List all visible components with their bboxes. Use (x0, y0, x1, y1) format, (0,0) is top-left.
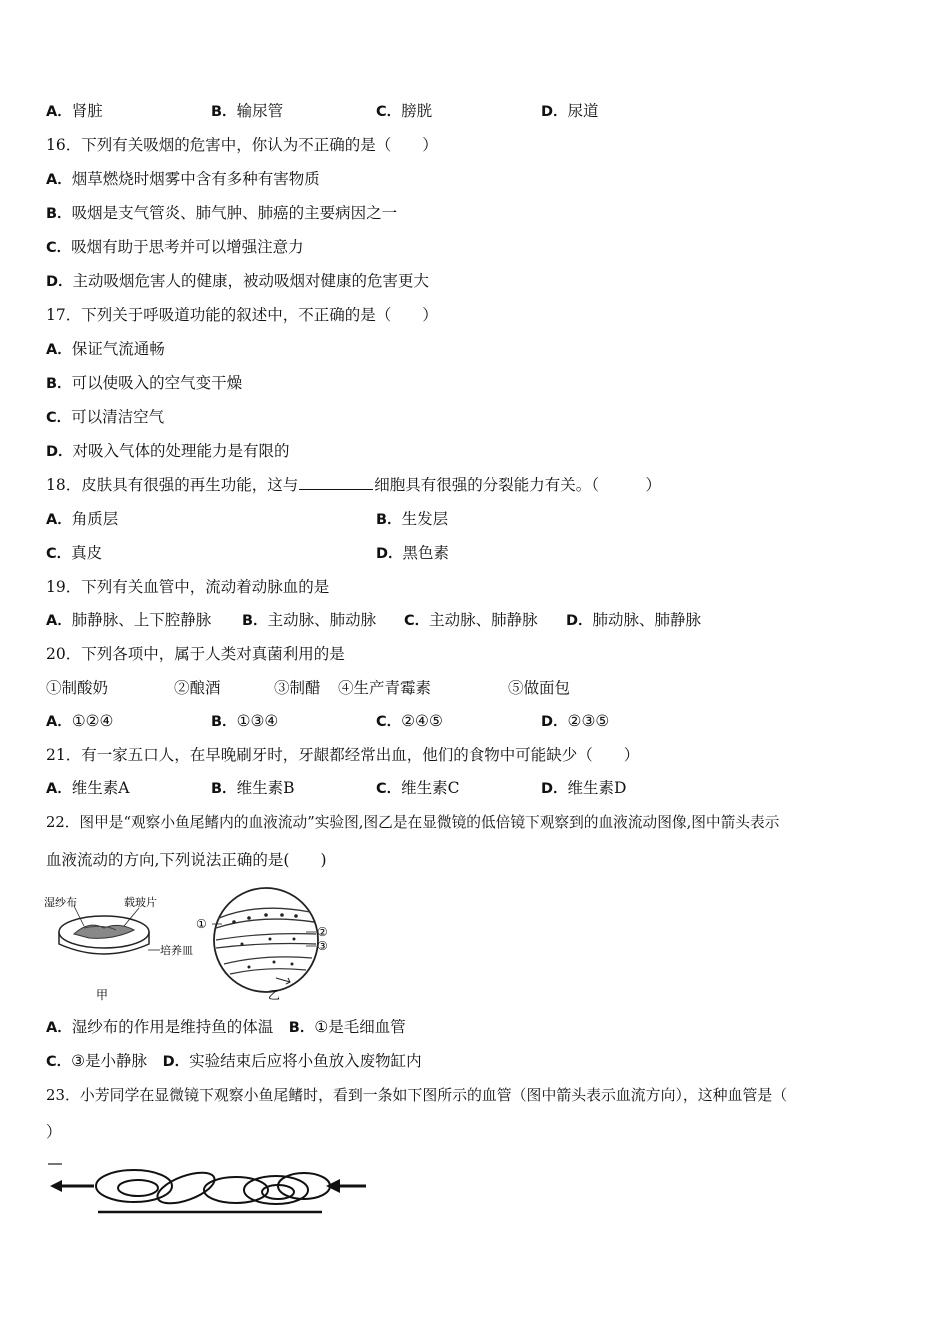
q20-option-b-text: ①③④ (236, 712, 279, 730)
label-wet-cloth: 湿纱布 (44, 896, 77, 909)
q15-option-c-text: 膀胱 (401, 102, 433, 120)
vessel-2-upper (216, 934, 316, 940)
caption-jia: 甲 (96, 988, 109, 1002)
q15-option-b-text: 输尿管 (236, 102, 284, 120)
rbc-2 (154, 1166, 219, 1209)
q22-figure (44, 884, 344, 1006)
slide-leader-line (124, 908, 139, 926)
q22-option-d-label: D． (162, 1054, 190, 1070)
q17-option-d (46, 441, 290, 462)
microscope-field-diagram (196, 888, 328, 1002)
q17-option-a-label: A． (46, 342, 72, 358)
caption-yi: 乙 (268, 988, 281, 1002)
q19-option-d-text: 肺动脉、肺静脉 (592, 611, 702, 629)
q18-answer-blank (299, 475, 373, 490)
q16-option-c (46, 237, 304, 258)
q16-option-b (46, 203, 397, 224)
q16-option-a (46, 169, 320, 190)
q20-option-c-text: ②④⑤ (401, 712, 443, 730)
marker-1: ① (196, 917, 207, 931)
q19-option-a-label: A． (46, 613, 72, 629)
marker-3: ③ (317, 939, 328, 953)
q16-option-d-label: D． (46, 274, 73, 290)
q21-option-c-label: C． (376, 781, 402, 797)
q21-stem: 21．有一家五口人，在早晚刷牙时，牙龈都经常出血，他们的食物中可能缺少（ ） (46, 746, 640, 764)
rbc-1 (96, 1170, 172, 1202)
q17-option-b-text: 可以使吸入的空气变干燥 (71, 374, 243, 392)
q15-option-d-text: 尿道 (567, 102, 599, 120)
q17-option-d-label: D． (46, 444, 73, 460)
q18-option-d-text: 黑色素 (402, 544, 450, 562)
q20-item-4: ④生产青霉素 (338, 679, 432, 697)
q16-option-b-text: 吸烟是支气管炎、肺气肿、肺癌的主要病因之一 (71, 204, 398, 222)
rbc-3 (204, 1177, 268, 1203)
q15-option-a-label: A． (46, 104, 72, 120)
q16-option-d (46, 271, 429, 292)
q19-option-a-text: 肺静脉、上下腔静脉 (71, 611, 212, 629)
rbc-1-center (118, 1180, 158, 1196)
vessel-3-upper (224, 957, 312, 964)
q19-option-c-text: 主动脉、肺静脉 (429, 611, 538, 629)
q18-stem-before: 18．皮肤具有很强的再生功能，这与 (46, 476, 299, 494)
q20-item-2: ②酿酒 (174, 679, 221, 697)
q21-option-a-text: 维生素A (71, 779, 130, 797)
marker-2: ② (317, 925, 328, 939)
q16-option-a-text: 烟草燃烧时烟雾中含有多种有害物质 (71, 170, 320, 188)
q21-option-b-text: 维生素B (236, 779, 295, 797)
q21-option-b-label: B． (211, 781, 237, 797)
q17-option-b-label: B． (46, 376, 72, 392)
q17-option-a-text: 保证气流通畅 (71, 340, 165, 358)
petri-dish-diagram (44, 895, 193, 1002)
q23-figure (46, 1158, 376, 1222)
q17-option-b (46, 373, 242, 394)
q20-stem: 20．下列各项中，属于人类对真菌利用的是 (46, 645, 345, 663)
q15-option-c-label: C． (376, 104, 402, 120)
q16-stem: 16．下列有关吸烟的危害中，你认为不正确的是（ ） (46, 136, 438, 154)
q18-option-a-text: 角质层 (71, 510, 119, 528)
q17-option-c-text: 可以清洁空气 (71, 408, 165, 426)
q23-stem-line1: 23．小芳同学在显微镜下观察小鱼尾鳍时，看到一条如下图所示的血管（图中箭头表示血流方向），这种血管是（ (46, 1086, 788, 1104)
q18-option-b-text: 生发层 (401, 510, 449, 528)
q22-option-b-label: B． (288, 1020, 315, 1036)
q17-stem: 17．下列关于呼吸道功能的叙述中，不正确的是（ ） (46, 306, 438, 324)
q19-option-b-text: 主动脉、肺动脉 (267, 611, 377, 629)
q20-option-c-label: C． (376, 714, 402, 730)
q17-option-a (46, 339, 165, 360)
vessel-2-lower (216, 944, 316, 949)
q15-option-b-label: B． (211, 104, 237, 120)
q18-option-a-label: A． (46, 512, 72, 528)
q20-option-d-text: ②③⑤ (567, 712, 610, 730)
q22-option-c-text: ③是小静脉 (71, 1052, 148, 1070)
q15-option-d-label: D． (541, 104, 568, 120)
q20-option-a-label: A． (46, 714, 72, 730)
q16-option-d-text: 主动吸烟危害人的健康，被动吸烟对健康的危害更大 (72, 272, 430, 290)
q17-option-c (46, 407, 164, 428)
left-arrow-icon (50, 1180, 94, 1192)
q18-stem (46, 475, 661, 495)
q20-item-1: ①制酸奶 (46, 679, 109, 697)
q21-option-a-label: A． (46, 781, 72, 797)
q18-option-b-label: B． (376, 512, 402, 528)
flow-arrow-icon (276, 978, 290, 984)
q16-option-c-label: C． (46, 240, 72, 256)
field-circle (214, 888, 318, 992)
q22-stem-line2: 血液流动的方向,下列说法正确的是( ) (46, 851, 327, 869)
cloth-leader-line (74, 906, 84, 926)
q17-option-d-text: 对吸入气体的处理能力是有限的 (72, 442, 290, 460)
q22-options-row2 (46, 1051, 422, 1072)
q18-stem-after: 细胞具有很强的分裂能力有关。（ ） (374, 476, 661, 494)
q21-option-d-text: 维生素D (567, 779, 627, 797)
q17-option-c-label: C． (46, 410, 72, 426)
label-petri-dish: 培养皿 (160, 944, 193, 957)
vessel-1-lower (216, 919, 314, 928)
q22-stem-line1: 22．图甲是“观察小鱼尾鳍内的血液流动”实验图,图乙是在显微镜的低倍镜下观察到的血液流动图像,图中箭头表示 (46, 814, 780, 831)
q20-option-a-text: ①②④ (71, 712, 114, 730)
label-slide: 载玻片 (124, 896, 157, 909)
q15-option-a-text: 肾脏 (71, 102, 103, 120)
q18-option-d-label: D． (376, 546, 403, 562)
q16-option-a-label: A． (46, 172, 72, 188)
q22-option-a-text: 湿纱布的作用是维持鱼的体温 (71, 1018, 274, 1036)
q22-option-d-text: 实验结束后应将小鱼放入废物缸内 (189, 1052, 422, 1070)
q22-option-b-text: ①是毛细血管 (314, 1018, 406, 1036)
right-arrow-icon (326, 1179, 366, 1193)
q21-option-d-label: D． (541, 781, 568, 797)
q18-option-c-label: C． (46, 546, 72, 562)
q22-option-c-label: C． (46, 1054, 72, 1070)
q19-option-c-label: C． (404, 613, 430, 629)
q20-item-5: ⑤做面包 (508, 679, 571, 697)
q22-option-a-label: A． (46, 1020, 72, 1036)
vessel-3-lower (230, 969, 306, 974)
q19-stem: 19．下列有关血管中，流动着动脉血的是 (46, 578, 330, 596)
q21-option-c-text: 维生素C (401, 779, 460, 797)
q16-option-b-label: B． (46, 206, 72, 222)
q20-item-3: ③制醋 (274, 679, 321, 697)
q22-options-row1 (46, 1017, 406, 1038)
q18-option-c-text: 真皮 (71, 544, 103, 562)
red-blood-cells (96, 1166, 330, 1209)
q20-option-b-label: B． (211, 714, 237, 730)
q23-stem-line2: ） (46, 1123, 62, 1141)
q19-option-b-label: B． (242, 613, 268, 629)
q16-option-c-text: 吸烟有助于思考并可以增强注意力 (71, 238, 304, 256)
q20-option-d-label: D． (541, 714, 568, 730)
q19-option-d-label: D． (566, 613, 593, 629)
